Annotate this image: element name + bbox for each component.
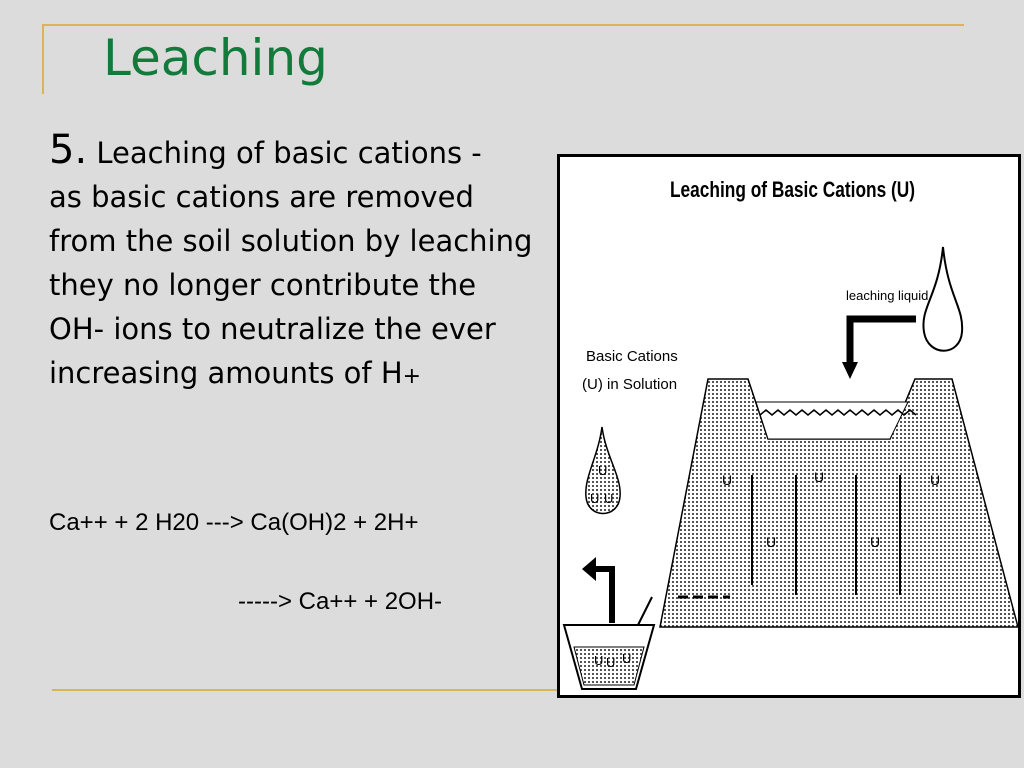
leaching-liquid-label: leaching liquid: [846, 288, 929, 303]
arrow-left-head-icon: [582, 557, 596, 581]
top-rule: [44, 24, 964, 26]
drop-cation-1: U: [598, 463, 608, 478]
left-rule: [42, 24, 44, 94]
soil-cation-2: U: [814, 469, 825, 485]
drop-cation-2: U: [590, 491, 600, 506]
basin-cation-1: U: [594, 653, 604, 668]
soil-cation-4: U: [766, 534, 777, 550]
leaching-diagram-svg: [560, 157, 1018, 695]
bottom-rule: [52, 689, 567, 691]
cations-label-line-1: Basic Cations: [586, 348, 678, 365]
slide-title: Leaching: [103, 29, 328, 87]
point-body: as basic cations are removed from the soil solution by leaching they no longer contribute the OH- ions to neutralize the ever increasing amounts of H: [49, 180, 533, 390]
soil-cation-1: U: [722, 472, 733, 488]
basin-cation-3: U: [622, 651, 632, 666]
point-number: 5.: [49, 127, 88, 173]
arrow-head-icon: [842, 362, 858, 379]
slide-body: [49, 128, 539, 399]
equation-line-1: Ca++ + 2 H20 ---> Ca(OH)2 + 2H+: [49, 509, 419, 536]
arrow-down-icon: [850, 319, 916, 367]
drain-arrow: [638, 597, 652, 625]
drop-cation-3: U: [604, 491, 614, 506]
point-heading: Leaching of basic cations -: [96, 136, 482, 170]
cations-label-line-2: (U) in Solution: [582, 376, 678, 393]
figure-title: Leaching of Basic Cations (U): [670, 177, 915, 202]
ponded-liquid: [756, 402, 908, 439]
leaching-drop-icon: [923, 247, 962, 351]
leaching-diagram: [557, 154, 1021, 698]
soil-cation-5: U: [870, 534, 881, 550]
equation-line-2: -----> Ca++ + 2OH-: [238, 588, 443, 615]
soil-cation-3: U: [930, 472, 941, 488]
basin-cation-2: U: [606, 655, 616, 670]
hydrogen-charge: +: [402, 364, 422, 389]
